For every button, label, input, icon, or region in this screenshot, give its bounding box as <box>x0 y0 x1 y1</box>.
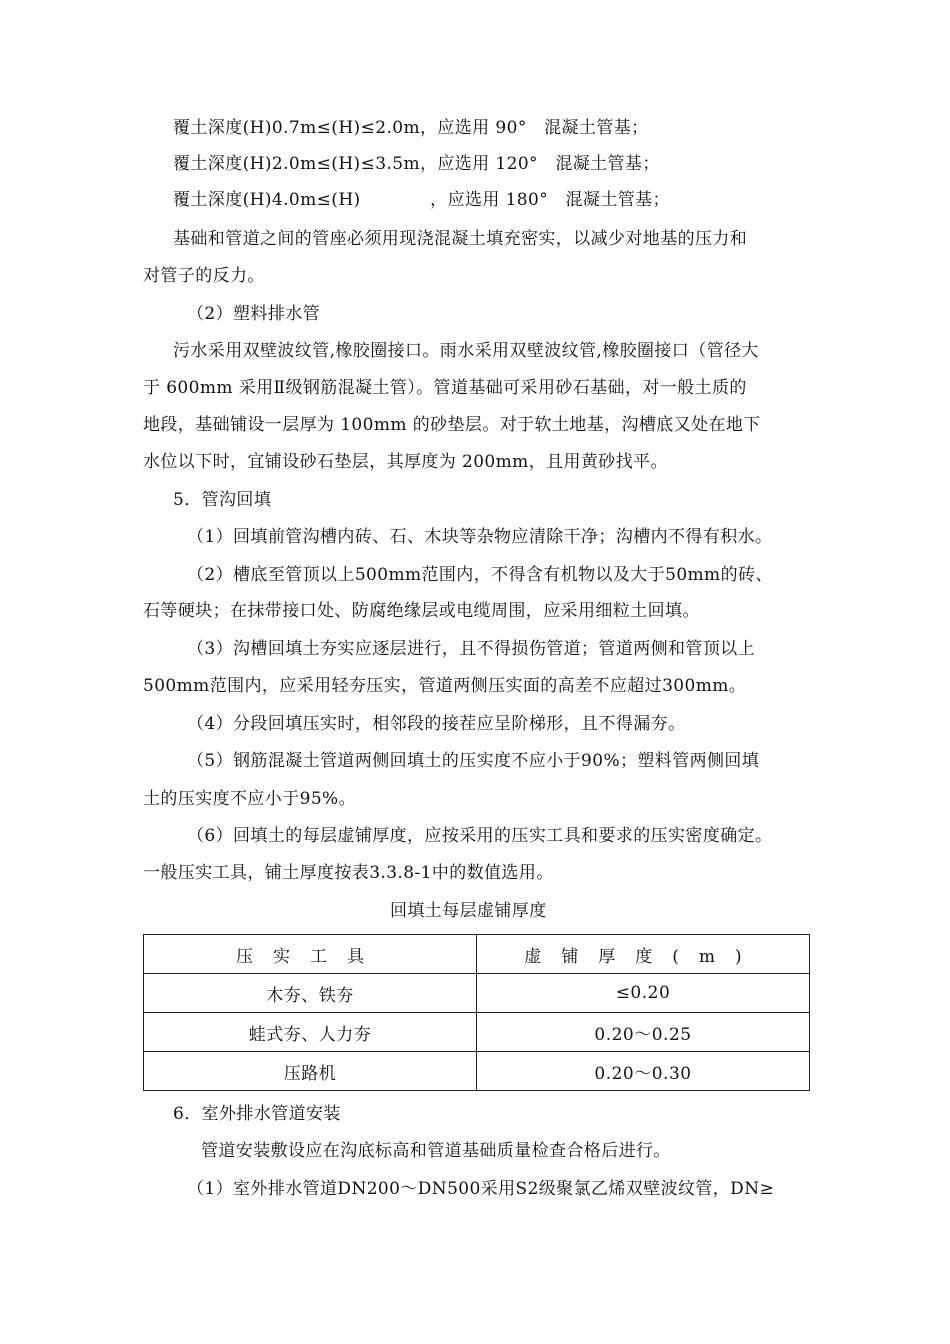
table-caption: 回填土每层虚铺厚度 <box>390 901 547 921</box>
table-cell: ≤0.20 <box>477 974 810 1013</box>
text-line: （1）回填前管沟槽内砖、石、木块等杂物应清除干净；沟槽内不得有积水。 <box>187 527 773 547</box>
text-line: 污水采用双壁波纹管,橡胶圈接口。雨水采用双壁波纹管,橡胶圈接口（管径大 <box>173 341 759 361</box>
table-header-cell: 压实工具 <box>144 935 477 974</box>
text-line: （1）室外排水管道DN200～DN500采用S2级聚氯乙烯双壁波纹管，DN≥ <box>187 1179 775 1199</box>
text-line: （2）槽底至管顶以上500mm范围内，不得含有机物以及大于50mm的砖、 <box>187 565 773 585</box>
text-line: （3）沟槽回填土夯实应逐层进行，且不得损伤管道；管道两侧和管顶以上 <box>187 639 756 659</box>
table-cell: 蛙式夯、人力夯 <box>144 1013 477 1052</box>
table-cell: 0.20～0.30 <box>477 1052 810 1091</box>
section-heading: （2）塑料排水管 <box>187 304 321 324</box>
text-line: 管道安装敷设应在沟底标高和管道基础质量检查合格后进行。 <box>201 1141 671 1161</box>
table-header-cell: 虚铺厚度(m) <box>477 935 810 974</box>
text-line: 一般压实工具，铺土厚度按表3.3.8-1中的数值选用。 <box>143 863 554 883</box>
table-cell: 0.20～0.25 <box>477 1013 810 1052</box>
section-heading: 6．室外排水管道安装 <box>173 1104 341 1124</box>
text-line: 水位以下时，宜铺设砂石垫层，其厚度为 200mm，且用黄砂找平。 <box>143 452 668 472</box>
table-row <box>144 1052 810 1091</box>
text-line: 基础和管道之间的管座必须用现浇混凝土填充密实，以减少对地基的压力和 <box>173 229 748 249</box>
text-line: 覆土深度(H)0.7m≤(H)≤2.0m，应选用 90° 混凝土管基； <box>173 118 649 138</box>
text-line: 对管子的反力。 <box>143 266 265 286</box>
table-cell: 木夯、铁夯 <box>144 974 477 1013</box>
text-line: 覆土深度(H)2.0m≤(H)≤3.5m，应选用 120° 混凝土管基； <box>173 154 660 174</box>
text-line: 500mm范围内，应采用轻夯压实，管道两侧压实面的高差不应超过300mm。 <box>143 676 747 696</box>
text-line: 于 600mm 采用Ⅱ级钢筋混凝土管）。管道基础可采用砂石基础，对一般土质的 <box>143 378 747 398</box>
table-row <box>144 974 810 1013</box>
text-line: （6）回填土的每层虚铺厚度，应按采用的压实工具和要求的压实密度确定。 <box>187 826 773 846</box>
text-line: 覆土深度(H)4.0m≤(H) ，应选用 180° 混凝土管基； <box>173 190 670 210</box>
text-line: （4）分段回填压实时，相邻段的接茬应呈阶梯形，且不得漏夯。 <box>187 714 686 734</box>
table-cell: 压路机 <box>144 1052 477 1091</box>
section-heading: 5．管沟回填 <box>173 490 272 510</box>
fill-thickness-table <box>143 934 810 1091</box>
text-line: （5）钢筋混凝土管道两侧回填土的压实度不应小于90%；塑料管两侧回填 <box>187 751 760 771</box>
text-line: 石等硬块；在抹带接口处、防腐绝缘层或电缆周围，应采用细粒土回填。 <box>143 601 700 621</box>
table-row <box>144 1013 810 1052</box>
text-line: 土的压实度不应小于95%。 <box>143 789 356 809</box>
table-header-row <box>144 935 810 974</box>
text-line: 地段，基础铺设一层厚为 100mm 的砂垫层。对于软土地基，沟槽底又处在地下 <box>143 415 761 435</box>
